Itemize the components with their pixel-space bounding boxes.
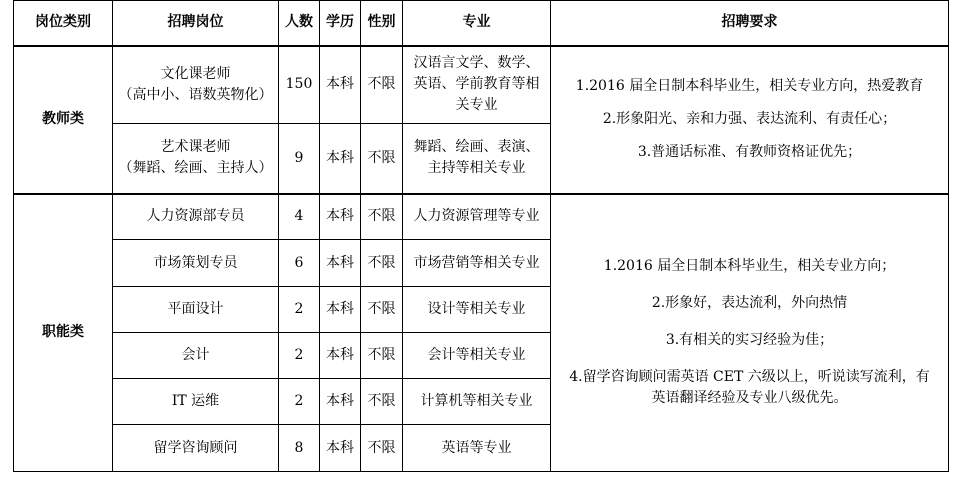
- table-row: [14, 46, 949, 124]
- count-cell: 8: [279, 425, 320, 472]
- header-position: 招聘岗位: [113, 1, 279, 46]
- position-line: （舞蹈、绘画、主持人）: [118, 160, 273, 177]
- category-cell: 教师类: [14, 46, 113, 194]
- major-cell: 人力资源管理等专业: [403, 194, 551, 240]
- gender-cell: 不限: [361, 240, 403, 287]
- header-row: [14, 1, 949, 46]
- position-cell: 市场策划专员: [113, 240, 279, 287]
- major-line: 汉语言文学、数学、: [413, 55, 540, 72]
- major-cell: 计算机等相关专业: [403, 379, 551, 425]
- major-cell: [403, 124, 551, 194]
- requirement-line: 3.有相关的实习经验为佳；: [665, 332, 834, 349]
- position-cell: 平面设计: [113, 287, 279, 333]
- count-cell: 2: [279, 333, 320, 379]
- header-requirements: 招聘要求: [551, 1, 949, 46]
- count-cell: 4: [279, 194, 320, 240]
- gender-cell: 不限: [361, 333, 403, 379]
- header-category: 岗位类别: [14, 1, 113, 46]
- major-line: 主持等相关专业: [427, 160, 526, 177]
- header-major: 专业: [403, 1, 551, 46]
- major-line: 舞蹈、绘画、表演、: [413, 139, 540, 156]
- gender-cell: 不限: [361, 194, 403, 240]
- requirement-line: 2.形象阳光、亲和力强、表达流利、有责任心；: [602, 111, 897, 127]
- requirement-line: 1.2016 届全日制本科毕业生，相关专业方向，热爱教育: [575, 78, 924, 94]
- education-cell: 本科: [320, 333, 361, 379]
- major-cell: 市场营销等相关专业: [403, 240, 551, 287]
- position-cell: [113, 46, 279, 124]
- position-cell: 会计: [113, 333, 279, 379]
- gender-cell: 不限: [361, 379, 403, 425]
- position-line: 文化课老师: [160, 65, 231, 82]
- count-cell: 2: [279, 379, 320, 425]
- category-cell: 职能类: [14, 194, 113, 472]
- count-cell: 6: [279, 240, 320, 287]
- header-education: 学历: [320, 1, 361, 46]
- education-cell: 本科: [320, 240, 361, 287]
- requirement-line: 4.留学咨询顾问需英语 CET 六级以上，听说读写流利，有: [569, 369, 930, 386]
- recruitment-table: [13, 0, 949, 472]
- major-cell: [403, 46, 551, 124]
- major-line: 关专业: [455, 97, 498, 114]
- count-cell: 150: [279, 46, 320, 124]
- position-cell: [113, 124, 279, 194]
- gender-cell: 不限: [361, 46, 403, 124]
- requirement-line: 2.形象好，表达流利，外向热情: [651, 295, 848, 312]
- education-cell: 本科: [320, 124, 361, 194]
- position-line: 艺术课老师: [160, 139, 231, 156]
- gender-cell: 不限: [361, 425, 403, 472]
- education-cell: 本科: [320, 425, 361, 472]
- major-cell: 会计等相关专业: [403, 333, 551, 379]
- major-line: 英语、学前教育等相: [413, 76, 540, 93]
- requirement-line: 英语翻译经验及专业八级优先。: [651, 390, 848, 407]
- position-cell: IT 运维: [113, 379, 279, 425]
- position-cell: 人力资源部专员: [113, 194, 279, 240]
- position-cell: 留学咨询顾问: [113, 425, 279, 472]
- education-cell: 本科: [320, 194, 361, 240]
- requirement-line: 1.2016 届全日制本科毕业生，相关专业方向；: [603, 258, 896, 275]
- requirements-cell: [551, 194, 949, 472]
- gender-cell: 不限: [361, 124, 403, 194]
- header-count: 人数: [279, 1, 320, 46]
- count-cell: 9: [279, 124, 320, 194]
- gender-cell: 不限: [361, 287, 403, 333]
- header-gender: 性别: [361, 1, 403, 46]
- education-cell: 本科: [320, 379, 361, 425]
- table-row: [14, 194, 949, 240]
- education-cell: 本科: [320, 46, 361, 124]
- requirements-cell: [551, 46, 949, 194]
- position-line: （高中小、语数英物化）: [118, 86, 273, 103]
- major-cell: 设计等相关专业: [403, 287, 551, 333]
- requirement-line: 3.普通话标准、有教师资格证优先；: [637, 144, 862, 160]
- count-cell: 2: [279, 287, 320, 333]
- major-cell: 英语等专业: [403, 425, 551, 472]
- education-cell: 本科: [320, 287, 361, 333]
